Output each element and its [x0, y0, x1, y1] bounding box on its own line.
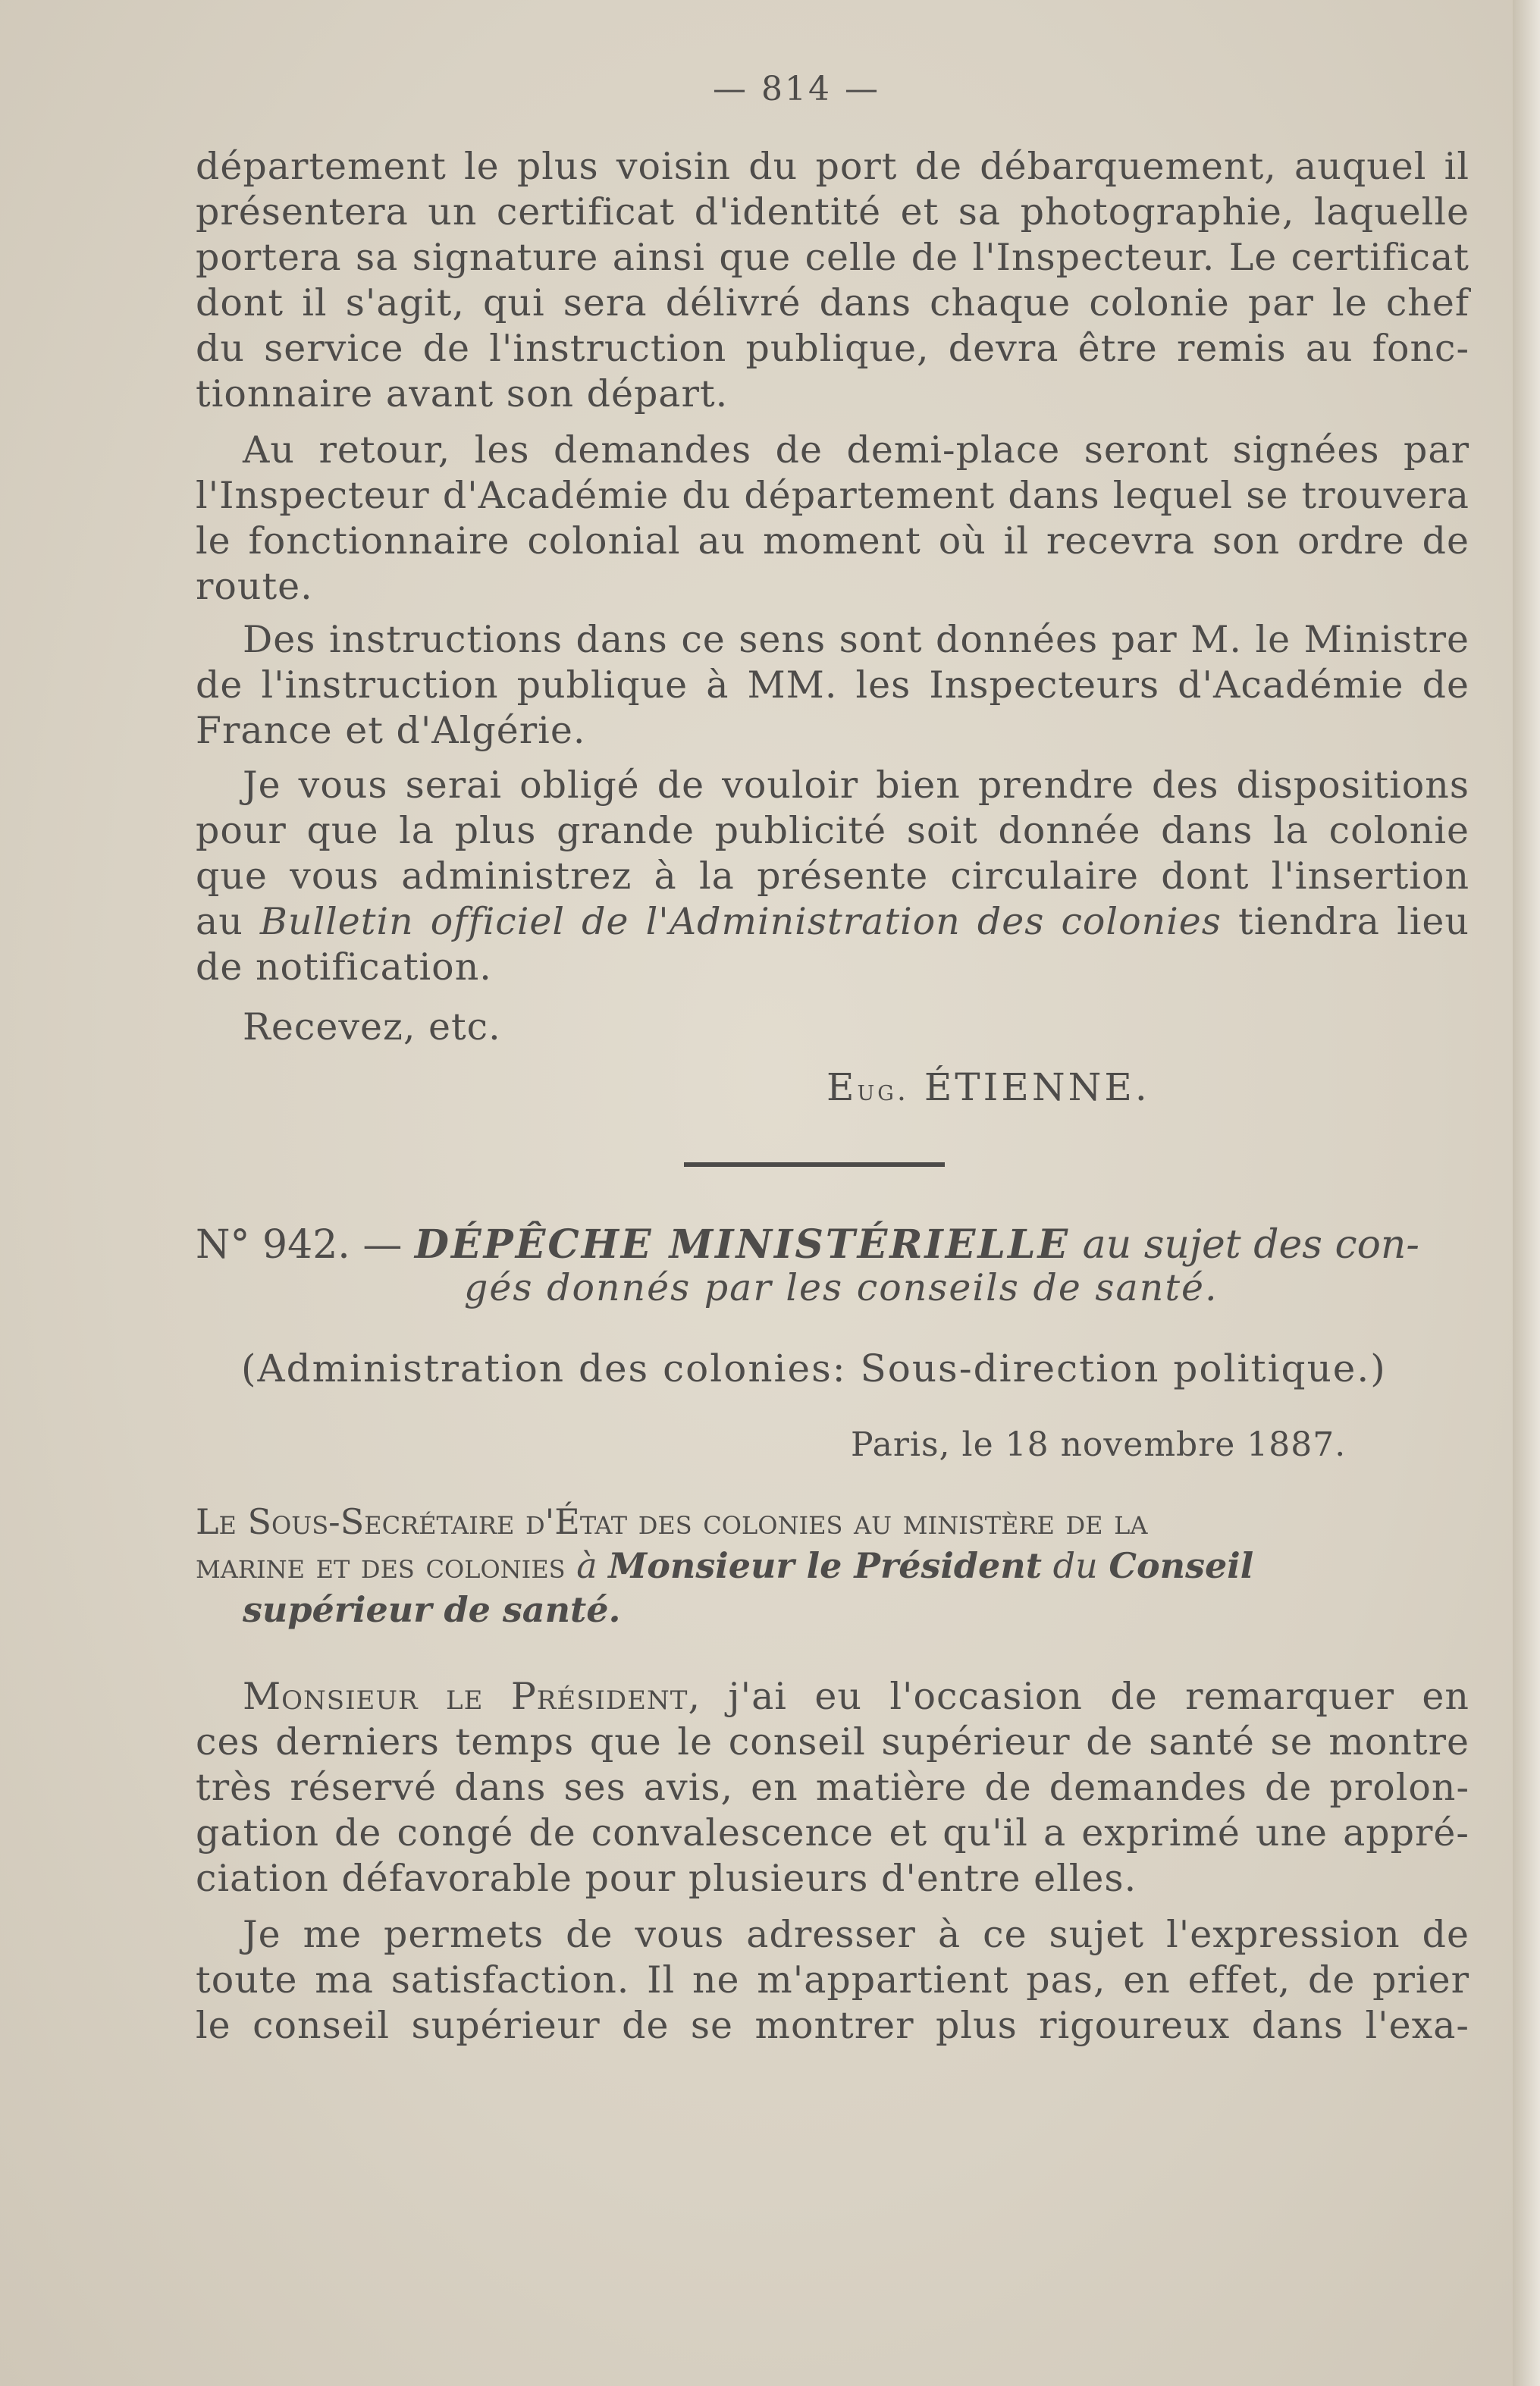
dispatch-number: N° 942. — — [196, 1222, 415, 1268]
text-line: du service de l'instruction publique, devra être remis au fonc- — [196, 327, 1469, 370]
address-text: Le Sous-Secrétaire d'État des colonies au ministère de la — [196, 1501, 1148, 1542]
dispatch-heading-line2: gés donnés par les conseils de santé. — [464, 1266, 1219, 1309]
bulletin-title: Bulletin officiel de l'Administration des colonies — [259, 900, 1222, 943]
text-line: gation de congé de convalescence et qu'il a exprimé une appré- — [196, 1811, 1469, 1855]
dispatch-heading — [196, 1222, 1419, 1268]
text-line: l'Inspecteur d'Académie du département dans lequel se trouvera — [196, 474, 1469, 517]
text-line: très réservé dans ses avis, en matière de demandes de prolon- — [196, 1766, 1469, 1809]
text-line: Je vous serai obligé de vouloir bien prendre des dispositions — [243, 763, 1469, 807]
text-span: tiendra lieu — [1221, 900, 1469, 943]
text-line: Au retour, les demandes de demi-place seront signées par — [243, 428, 1469, 472]
closing-text: Recevez, etc. — [243, 1005, 501, 1049]
signature-initial: E — [826, 1065, 858, 1109]
salutation: Monsieur le Président — [243, 1675, 688, 1718]
text-line: ciation défavorable pour plusieurs d'entre elles. — [196, 1857, 1137, 1900]
text-line: toute ma satisfaction. Il ne m'appartient pas, en effet, de prier — [196, 1958, 1469, 2002]
administration-line: (Administration des colonies: Sous-direction politique.) — [241, 1347, 1387, 1391]
text-line: de l'instruction publique à MM. les Inspecteurs d'Académie de — [196, 663, 1469, 707]
text-line: tionnaire avant son départ. — [196, 372, 729, 415]
address-line-2 — [196, 1544, 1469, 1588]
text-line: le fonctionnaire colonial au moment où il recevra son ordre de — [196, 519, 1469, 563]
text-line: présentera un certificat d'identité et sa photographie, laquelle — [196, 190, 1469, 234]
text-line: Des instructions dans ce sens sont données par M. le Ministre — [243, 618, 1469, 661]
text-line: portera sa signature ainsi que celle de l'Inspecteur. Le certificat — [196, 236, 1469, 279]
text-line: France et d'Algérie. — [196, 709, 586, 752]
text-line: dont il s'agit, qui sera délivré dans chaque colonie par le chef — [196, 281, 1469, 325]
dispatch-title: DÉPÊCHE MINISTÉRIELLE — [414, 1221, 1071, 1268]
signature-first-rest: ug. — [857, 1074, 909, 1107]
text-line: de notification. — [196, 945, 492, 989]
text-line: Je me permets de vous adresser à ce sujet l'expression de — [243, 1913, 1469, 1956]
address-line-3 — [196, 1588, 1516, 1632]
addressee: Conseil — [1109, 1545, 1254, 1586]
text-span: , j'ai eu l'occasion de remarquer en — [688, 1675, 1469, 1718]
signature-last: ÉTIENNE. — [924, 1065, 1150, 1109]
address-line-1 — [196, 1500, 1469, 1544]
address-text: marine et des colonies — [196, 1545, 566, 1586]
text-line: pour que la plus grande publicité soit donnée dans la colonie — [196, 809, 1469, 852]
text-span: au — [196, 900, 260, 943]
page-number: — 814 — — [713, 70, 880, 108]
text-line: le conseil supérieur de se montrer plus rigoureux dans l'exa- — [196, 2004, 1469, 2047]
text-line: route. — [196, 565, 313, 608]
addressee: Monsieur le Président — [608, 1545, 1043, 1586]
page-edge — [1513, 0, 1540, 2386]
text-line — [196, 899, 1469, 945]
text-line — [196, 1674, 1469, 1720]
text-line: département le plus voisin du port de débarquement, auquel il — [196, 145, 1469, 188]
dateline: Paris, le 18 novembre 1887. — [851, 1425, 1347, 1464]
dispatch-title-rest: au sujet des con- — [1070, 1222, 1419, 1268]
text-line: que vous administrez à la présente circulaire dont l'insertion — [196, 854, 1469, 898]
address-text: du — [1042, 1545, 1109, 1586]
addressee: supérieur de santé. — [243, 1589, 621, 1630]
signature — [826, 1065, 1150, 1109]
text-line: ces derniers temps que le conseil supérieur de santé se montre — [196, 1720, 1469, 1764]
address-text: à — [565, 1545, 609, 1586]
section-divider — [684, 1162, 945, 1167]
